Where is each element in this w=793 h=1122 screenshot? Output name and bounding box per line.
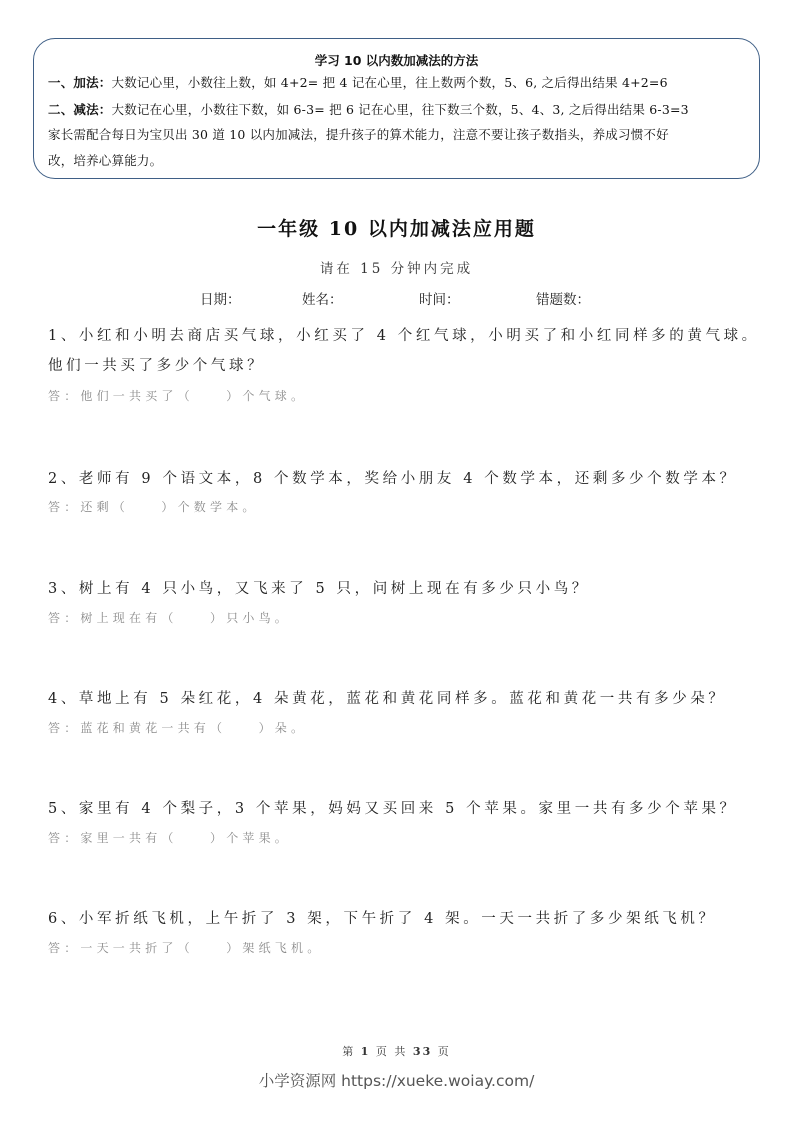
question-5: 5、家里有 4 个梨子，3 个苹果，妈妈又买回来 5 个苹果。家里一共有多少个苹果？ (48, 801, 738, 817)
question-1-line2: 他们一共买了多少个气球？ (48, 358, 266, 374)
answer-3: 答：树上现在有（ ）只小鸟。 (48, 611, 292, 625)
pager-prefix: 第 (342, 1045, 356, 1058)
answer-4: 答：蓝花和黄花一共有（ ）朵。 (48, 721, 308, 735)
worksheet-title: 一年级 10 以内加减法应用题 (257, 218, 536, 240)
answer-5: 答：家里一共有（ ）个苹果。 (48, 831, 292, 845)
parent-note-line2: 改，培养心算能力。 (48, 153, 163, 168)
answer-2: 答：还剩（ ）个数学本。 (48, 500, 259, 514)
tips-box (33, 38, 760, 179)
footer-watermark: 小学资源网 https://xueke.woiay.com/ (258, 1072, 535, 1090)
question-1-line1: 1、小红和小明去商店买气球，小红买了 4 个红气球，小明买了和小红同样多的黄气球。 (48, 328, 760, 344)
addition-text: 大数记心里，小数往上数，如 4+2= 把 4 记在心里，往上数两个数，5、6, 之后得出结果 4+2=6 (111, 75, 668, 90)
question-3: 3、树上有 4 只小鸟，又飞来了 5 只，问树上现在有多少只小鸟？ (48, 581, 590, 597)
addition-label: 一、加法： (48, 75, 112, 90)
parent-note-line1: 家长需配合每日为宝贝出 30 道 10 以内加减法，提升孩子的算术能力，注意不要让孩子数指头，养成习惯不好 (48, 127, 669, 142)
date-field-label: 日期： (200, 292, 241, 308)
name-field-label: 姓名： (302, 292, 343, 308)
time-field-label: 时间： (419, 292, 460, 308)
question-4: 4、草地上有 5 朵红花，4 朵黄花，蓝花和黄花同样多。蓝花和黄花一共有多少朵？ (48, 691, 727, 707)
subtraction-text: 大数记在心里，小数往下数，如 6-3= 把 6 记在心里，往下数三个数，5、4、3, 之后得出结果 6-3=3 (111, 102, 689, 117)
answer-6: 答：一天一共折了（ ）架纸飞机。 (48, 941, 324, 955)
question-2: 2、老师有 9 个语文本，8 个数学本，奖给小朋友 4 个数学本，还剩多少个数学本？ (48, 471, 738, 487)
question-6: 6、小军折纸飞机，上午折了 3 架，下午折了 4 架。一天一共折了多少架纸飞机？ (48, 911, 717, 927)
tips-subtraction (48, 100, 689, 118)
pager-current: 1 (360, 1045, 371, 1058)
pager-middle: 页 共 (375, 1045, 408, 1058)
subtraction-label: 二、减法： (48, 102, 112, 117)
tips-addition (48, 73, 668, 91)
page-indicator (0, 1043, 793, 1059)
tips-title: 学习 10 以内数加减法的方法 (314, 53, 479, 68)
pager-total: 33 (412, 1045, 433, 1058)
worksheet-subtitle: 请在 15 分钟内完成 (319, 261, 474, 277)
answer-1: 答：他们一共买了（ ）个气球。 (48, 389, 308, 403)
pager-suffix: 页 (437, 1045, 451, 1058)
errors-field-label: 错题数： (536, 292, 590, 308)
